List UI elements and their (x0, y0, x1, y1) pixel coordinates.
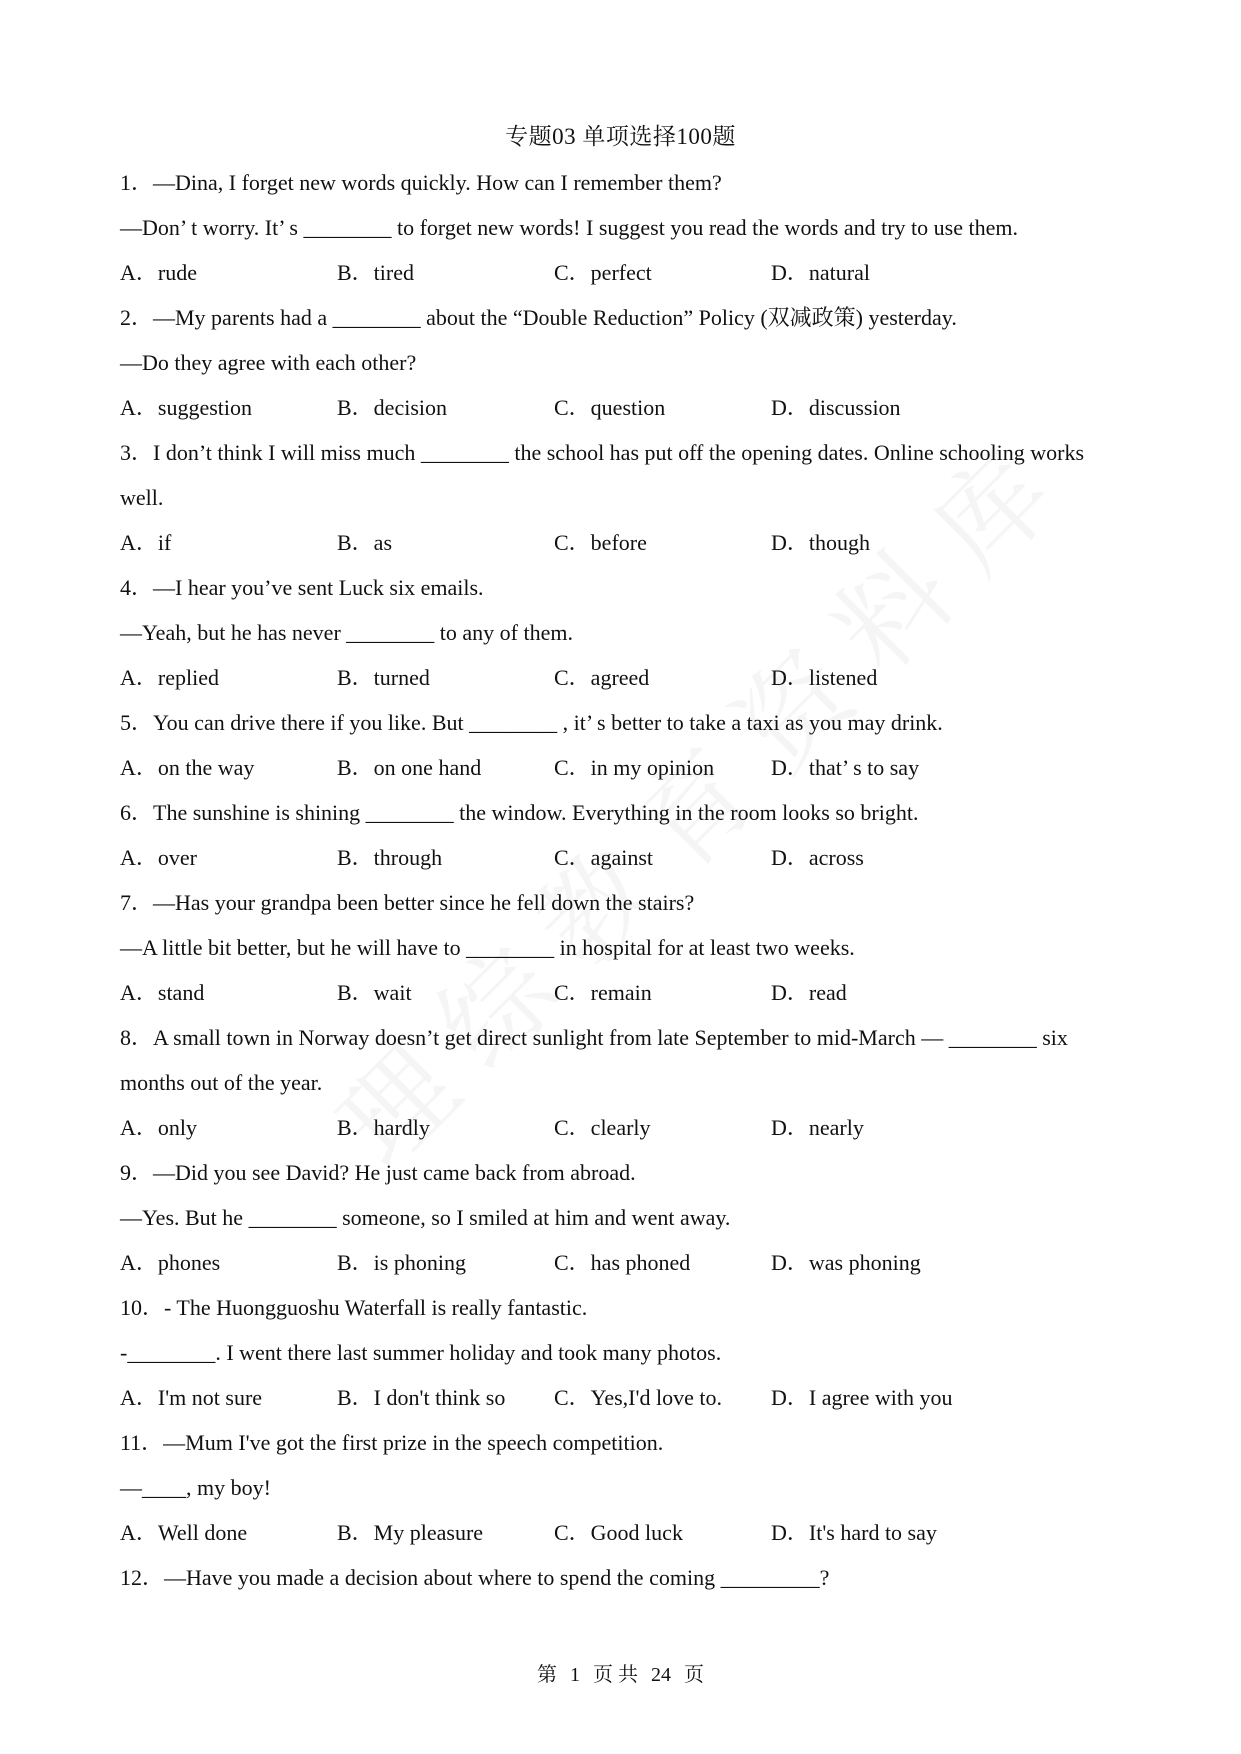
option-c: C．clearly (554, 1115, 651, 1140)
options-row (120, 520, 1095, 565)
option-a: A．Well done (120, 1520, 248, 1545)
option-c: C．Good luck (554, 1520, 683, 1545)
option-a: A．rude (120, 260, 197, 285)
question (120, 295, 1095, 430)
option-b: B．tired (337, 260, 414, 285)
question-line: -________. I went there last summer holiday and took many photos. (120, 1340, 722, 1365)
option-a: A．replied (120, 665, 219, 690)
question (120, 880, 1095, 1015)
question (120, 1150, 1095, 1285)
question (120, 1015, 1095, 1150)
option-b: B．as (337, 530, 393, 555)
option-b: B．turned (337, 665, 430, 690)
option-a: A．on the way (120, 755, 255, 780)
option-d: D．was phoning (771, 1250, 921, 1275)
question-line: —Do they agree with each other? (120, 350, 417, 375)
footer-mid: 页 共 (593, 1664, 638, 1686)
option-c: C．perfect (554, 260, 652, 285)
option-c: C．agreed (554, 665, 650, 690)
options-row (120, 1510, 1095, 1555)
option-d: D．nearly (771, 1115, 864, 1140)
option-b: B．on one hand (337, 755, 482, 780)
question (120, 430, 1095, 565)
question (120, 160, 1095, 295)
option-b: B．hardly (337, 1115, 430, 1140)
question-stem: 11．—Mum I've got the first prize in the speech competition. (120, 1430, 664, 1455)
options-row (120, 385, 1095, 430)
option-a: A．stand (120, 980, 205, 1005)
options-row (120, 655, 1095, 700)
option-b: B．decision (337, 395, 447, 420)
option-a: A．if (120, 530, 172, 555)
option-b: B．wait (337, 980, 412, 1005)
option-c: C．has phoned (554, 1250, 691, 1275)
option-d: D．discussion (771, 395, 901, 420)
options-row (120, 970, 1095, 1015)
question (120, 700, 1095, 790)
question-stem: 7．—Has your grandpa been better since he fell down the stairs? (120, 890, 695, 915)
options-row (120, 745, 1095, 790)
question-line: —Yes. But he ________ someone, so I smiled at him and went away. (120, 1205, 731, 1230)
option-d: D．though (771, 530, 871, 555)
question-line: —Yeah, but he has never ________ to any of them. (120, 620, 573, 645)
page-title: 专题03 单项选择100题 (505, 124, 736, 149)
options-row (120, 835, 1095, 880)
footer-page-number: 1 (570, 1664, 580, 1686)
option-b: B．I don't think so (337, 1385, 506, 1410)
option-c: C．in my opinion (554, 755, 715, 780)
options-row (120, 250, 1095, 295)
question-stem: 10．- The Huongguoshu Waterfall is really fantastic. (120, 1295, 588, 1320)
option-a: A．phones (120, 1250, 221, 1275)
question-stem: 3．I don’t think I will miss much ________ the school has put off the opening dates. Online schooling works well. (120, 440, 1085, 510)
question-stem: 6．The sunshine is shining ________ the window. Everything in the room looks so bright. (120, 800, 919, 825)
option-a: A．I'm not sure (120, 1385, 263, 1410)
question-stem: 12．—Have you made a decision about where to spend the coming _________? (120, 1565, 830, 1590)
question-list (120, 160, 1095, 1600)
option-d: D．I agree with you (771, 1385, 953, 1410)
options-row (120, 1375, 1095, 1420)
options-row (120, 1105, 1095, 1150)
option-d: D．It's hard to say (771, 1520, 937, 1545)
option-c: C．question (554, 395, 666, 420)
question-line: —____, my boy! (120, 1475, 271, 1500)
option-b: B．through (337, 845, 443, 870)
footer-suffix: 页 (684, 1664, 704, 1686)
option-d: D．read (771, 980, 847, 1005)
question (120, 1420, 1095, 1555)
option-a: A．suggestion (120, 395, 253, 420)
option-c: C．against (554, 845, 653, 870)
question-stem: 2．—My parents had a ________ about the “Double Reduction” Policy (双减政策) yesterday. (120, 305, 957, 330)
option-d: D．natural (771, 260, 870, 285)
option-c: C．remain (554, 980, 652, 1005)
option-d: D．that’ s to say (771, 755, 920, 780)
question (120, 790, 1095, 880)
question-stem: 9．—Did you see David? He just came back from abroad. (120, 1160, 636, 1185)
question-stem: 1．—Dina, I forget new words quickly. How can I remember them? (120, 170, 722, 195)
question-stem: 5．You can drive there if you like. But ________ , it’ s better to take a taxi as you may drink. (120, 710, 943, 735)
option-c: C．Yes,I'd love to. (554, 1385, 722, 1410)
question-stem: 8．A small town in Norway doesn’t get direct sunlight from late September to mid-March — ________ six months out of the year. (120, 1025, 1068, 1095)
option-b: B．is phoning (337, 1250, 466, 1275)
option-a: A．over (120, 845, 197, 870)
question-line: —Don’ t worry. It’ s ________ to forget new words! I suggest you read the words and try to use them. (120, 215, 1018, 240)
option-a: A．only (120, 1115, 198, 1140)
option-c: C．before (554, 530, 647, 555)
question (120, 565, 1095, 700)
question-line: —A little bit better, but he will have to ________ in hospital for at least two weeks. (120, 935, 855, 960)
question (120, 1555, 1095, 1600)
question-stem: 4．—I hear you’ve sent Luck six emails. (120, 575, 484, 600)
option-d: D．listened (771, 665, 878, 690)
footer-total-pages: 24 (651, 1664, 671, 1686)
footer-prefix: 第 (537, 1664, 557, 1686)
question (120, 1285, 1095, 1420)
option-d: D．across (771, 845, 864, 870)
options-row (120, 1240, 1095, 1285)
page-footer (0, 1658, 1241, 1687)
option-b: B．My pleasure (337, 1520, 484, 1545)
